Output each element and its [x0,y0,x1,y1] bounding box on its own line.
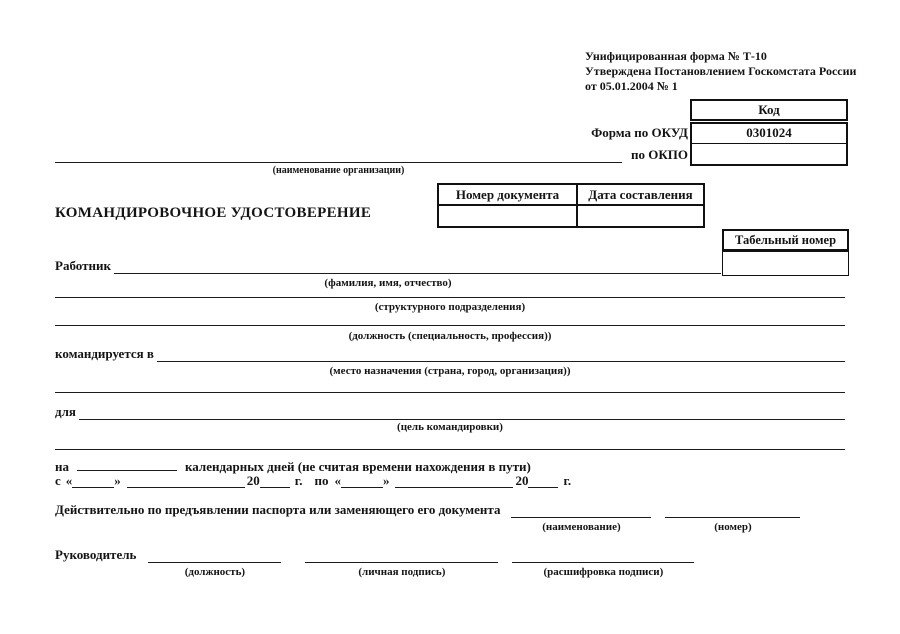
okud-label: Форма по ОКУД [591,125,688,140]
destination-fill-line [157,346,845,362]
validity-name-field [511,502,651,533]
date-from-day-line [72,473,114,488]
code-table-header: Код [690,99,848,121]
okpo-code-cell [692,144,846,164]
code-labels [520,122,688,166]
manager-position-field [148,547,281,578]
organization-name-hint: (наименование организации) [272,165,405,176]
date-to-quote-open: « [334,473,341,488]
document-info-value-row [439,206,703,226]
document-info-table [437,183,705,228]
form-title: КОМАНДИРОВОЧНОЕ УДОСТОВЕРЕНИЕ [55,205,372,221]
document-number-cell [439,206,578,226]
purpose-row [55,404,845,420]
destination-hint: (место назначения (страна, город, организация)) [329,365,571,377]
manager-signature-line [305,547,498,563]
position-fill-line [55,325,845,326]
position-hint: (должность (специальность, профессия)) [348,330,552,342]
destination-row [55,346,845,362]
manager-name-hint: (расшифровка подписи) [543,566,664,578]
document-number-header: Номер документа [439,185,578,206]
date-from-century: 20 [246,473,260,488]
employee-label: Работник [55,258,111,273]
duration-suffix: календарных дней (не считая времени нахождения в пути) [185,459,531,474]
manager-name-line [512,547,694,563]
date-from-quote-open: « [65,473,73,488]
date-from-quote-close: » [114,473,121,488]
code-table-body [690,122,848,166]
department-hint: (структурного подразделения) [374,301,526,313]
duration-label: на [55,459,69,474]
department-fill-line [55,297,845,298]
personnel-number-cell [722,251,849,276]
date-to-century: 20 [515,473,529,488]
destination-fill-line-2 [55,392,845,393]
manager-position-hint: (должность) [184,566,246,578]
validity-number-field [665,502,800,533]
validity-row [55,502,800,533]
code-table [690,99,848,166]
composition-date-header: Дата составления [578,185,703,206]
purpose-hint: (цель командировки) [397,421,503,433]
purpose-fill-line [79,404,845,420]
date-to-quote-close: » [382,473,390,488]
date-to-year-line [528,473,558,488]
validity-name-hint: (наименование) [542,521,621,533]
personnel-number-box [722,229,849,276]
manager-signature-hint: (личная подпись) [358,566,446,578]
approval-line-2: Утверждена Постановлением Госкомстата России [585,64,857,78]
date-to-label: по [314,473,329,488]
personnel-number-header: Табельный номер [722,229,849,251]
manager-signature-field [305,547,498,578]
manager-name-field [512,547,694,578]
duration-fill-line [77,456,177,471]
purpose-label: для [55,404,76,419]
date-from-year-line [260,473,290,488]
validity-text: Действительно по предъявлении паспорта или заменяющего его документа [55,502,501,517]
employee-fill-line [114,258,721,274]
okpo-label: по ОКПО [630,147,688,162]
employee-row [55,258,721,274]
manager-row [55,547,694,578]
dates-row [55,473,571,489]
manager-position-line [148,547,281,563]
date-to-year-suffix: г. [563,473,572,488]
date-from-year-suffix: г. [294,473,303,488]
okud-code-cell: 0301024 [692,124,846,144]
organization-name-line [55,162,622,163]
manager-label: Руководитель [55,547,137,562]
purpose-fill-line-2 [55,449,845,450]
composition-date-cell [578,206,703,226]
date-from-month-line [127,473,245,488]
date-to-month-line [395,473,513,488]
validity-number-line [665,502,800,518]
validity-number-hint: (номер) [714,521,752,533]
date-from-label: с [55,473,61,488]
approval-line-3: от 05.01.2004 № 1 [585,79,678,93]
validity-name-line [511,502,651,518]
form-approval-note [585,49,885,94]
date-to-day-line [341,473,383,488]
approval-line-1: Унифицированная форма № Т-10 [585,49,767,63]
document-info-header-row [439,185,703,206]
destination-label: командируется в [55,346,154,361]
employee-hint: (фамилия, имя, отчество) [324,277,452,289]
